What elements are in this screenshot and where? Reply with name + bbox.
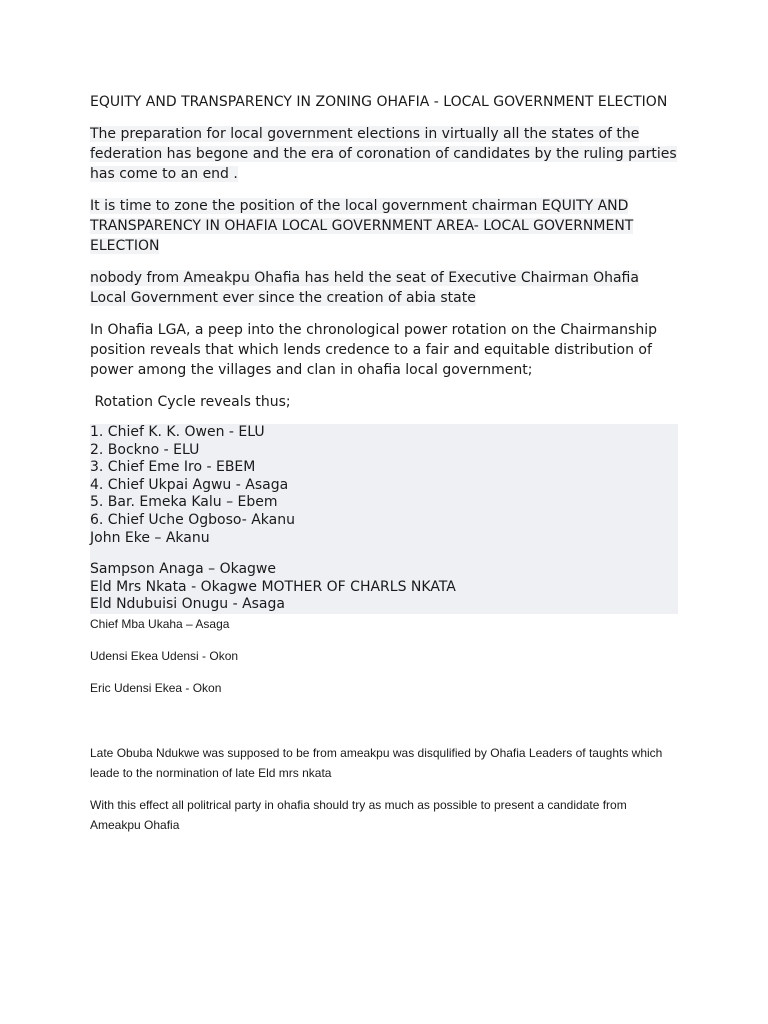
list-item: Eld Mrs Nkata - Okagwe MOTHER OF CHARLS NKATA bbox=[90, 578, 456, 595]
small-list-item-eric-udensi: Eric Udensi Ekea - Okon bbox=[90, 680, 222, 695]
list-item: 6. Chief Uche Ogboso- Akanu bbox=[90, 511, 295, 528]
paragraph-zone-position bbox=[90, 196, 678, 256]
paragraph-rotation-cycle: Rotation Cycle reveals thus; bbox=[90, 394, 291, 410]
document-page bbox=[90, 92, 678, 835]
paragraph-zone-position-text: It is time to zone the position of the local government chairman EQUITY AND TRANSPARENCY IN OHAFIA LOCAL GOVERNMENT AREA- LOCAL GOVERNMENT ELECTION bbox=[90, 198, 634, 254]
paragraph-political-parties: With this effect all politrical party in ohafia should try as much as possible to present a candidate from Ameakpu Ohafia bbox=[90, 797, 627, 832]
list-item: Eld Ndubuisi Onugu - Asaga bbox=[90, 596, 285, 613]
small-list-item-mba-ukaha: Chief Mba Ukaha – Asaga bbox=[90, 616, 230, 631]
paragraph-preparation bbox=[90, 124, 678, 184]
paragraph-preparation-text: The preparation for local government elections in virtually all the states of the federation has begone and the era of coronation of candidates by the ruling parties has come to an end . bbox=[90, 126, 677, 182]
paragraph-ameakpu bbox=[90, 268, 678, 308]
list-item: 3. Chief Eme Iro - EBEM bbox=[90, 459, 256, 476]
list-spacer bbox=[90, 547, 678, 561]
list-item: 4. Chief Ukpai Agwu - Asaga bbox=[90, 476, 289, 493]
list-item: John Eke – Akanu bbox=[90, 529, 210, 546]
paragraph-obuba-ndukwe: Late Obuba Ndukwe was supposed to be from ameakpu was disqulified by Ohafia Leaders of taughts which leade to the normination of late Eld mrs nkata bbox=[90, 745, 663, 780]
document-title: EQUITY AND TRANSPARENCY IN ZONING OHAFIA - LOCAL GOVERNMENT ELECTION bbox=[90, 94, 668, 110]
rotation-list bbox=[90, 424, 678, 614]
list-item: 1. Chief K. K. Owen - ELU bbox=[90, 424, 265, 440]
list-item: Sampson Anaga – Okagwe bbox=[90, 561, 276, 578]
paragraph-ameakpu-text: nobody from Ameakpu Ohafia has held the seat of Executive Chairman Ohafia Local Government ever since the creation of abia state bbox=[90, 270, 639, 306]
list-item: 5. Bar. Emeka Kalu – Ebem bbox=[90, 494, 278, 511]
paragraph-ohafia-lga: In Ohafia LGA, a peep into the chronological power rotation on the Chairmanship position reveals that which lends credence to a fair and equitable distribution of power among the villages and clan in ohafia local government; bbox=[90, 322, 657, 378]
list-item: 2. Bockno - ELU bbox=[90, 441, 200, 458]
small-list-item-udensi-ekea: Udensi Ekea Udensi - Okon bbox=[90, 648, 239, 663]
